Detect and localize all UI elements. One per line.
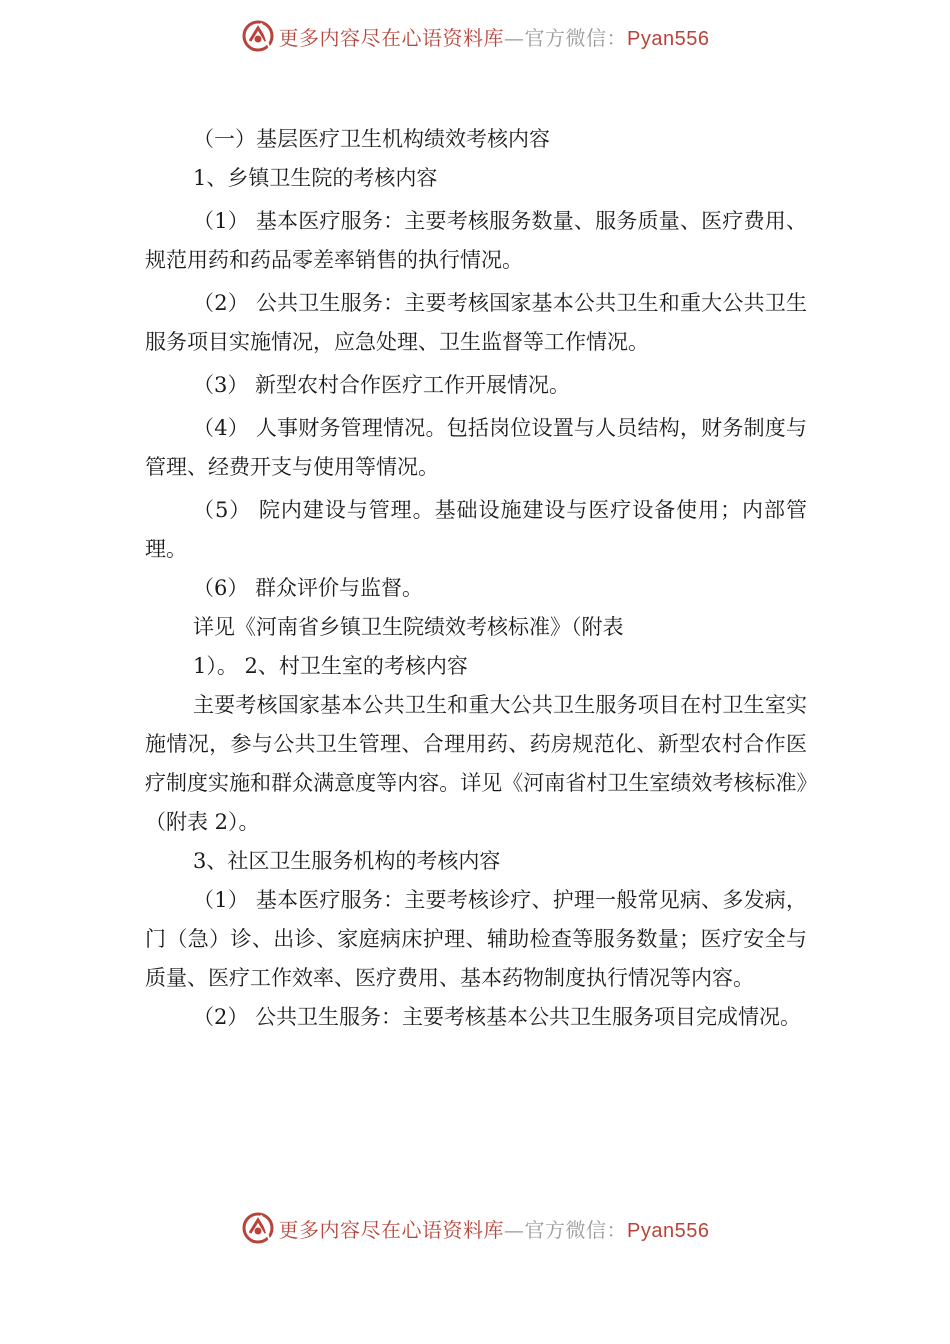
logo-icon	[241, 1211, 275, 1245]
header-text	[279, 22, 710, 51]
logo-icon	[241, 19, 275, 53]
paragraph: （5） 院内建设与管理。基础设施建设与医疗设备使用；内部管理。	[145, 498, 807, 561]
footer-banner	[0, 1208, 950, 1248]
subsection-heading: 3、社区卫生服务机构的考核内容	[193, 849, 501, 873]
header-site-text: 更多内容尽在心语资料库	[278, 25, 505, 50]
footer-dash: —	[504, 1217, 525, 1242]
subsection-heading: 1、乡镇卫生院的考核内容	[193, 166, 438, 190]
paragraph: （2） 公共卫生服务：主要考核基本公共卫生服务项目完成情况。	[193, 1005, 802, 1029]
document-body	[145, 120, 807, 1037]
section-heading: （一）基层医疗卫生机构绩效考核内容	[193, 127, 550, 151]
paragraph: （6） 群众评价与监督。	[193, 576, 424, 600]
paragraph: （3） 新型农村合作医疗工作开展情况。	[193, 373, 571, 397]
header-dash: —	[504, 25, 525, 50]
footer-site-text: 更多内容尽在心语资料库	[278, 1217, 505, 1242]
paragraph: 1）。 2、村卫生室的考核内容	[193, 654, 468, 678]
paragraph: 详见《河南省乡镇卫生院绩效考核标准》（附表	[193, 615, 624, 639]
paragraph: （1） 基本医疗服务：主要考核服务数量、服务质量、医疗费用、规范用药和药品零差率销售的执行情况。	[145, 209, 807, 272]
header-banner	[0, 16, 950, 56]
footer-wechat-id: Pyan556	[627, 1219, 710, 1242]
footer-text	[279, 1214, 710, 1243]
paragraph: （2） 公共卫生服务：主要考核国家基本公共卫生和重大公共卫生服务项目实施情况，应急处理、卫生监督等工作情况。	[145, 291, 807, 354]
paragraph: （1） 基本医疗服务：主要考核诊疗、护理一般常见病、多发病，门（急）诊、出诊、家庭病床护理、辅助检查等服务数量；医疗安全与质量、医疗工作效率、医疗费用、基本药物制度执行情况等内容。	[145, 888, 807, 990]
header-label: 官方微信：	[524, 25, 628, 50]
header-wechat-id: Pyan556	[627, 27, 710, 50]
paragraph: （4） 人事财务管理情况。包括岗位设置与人员结构，财务制度与管理、经费开支与使用等情况。	[145, 416, 807, 479]
paragraph: 主要考核国家基本公共卫生和重大公共卫生服务项目在村卫生室实施情况，参与公共卫生管理、合理用药、药房规范化、新型农村合作医疗制度实施和群众满意度等内容。详见《河南省村卫生室绩效考核标准》（附表 2）。	[145, 693, 807, 834]
footer-label: 官方微信：	[524, 1217, 628, 1242]
